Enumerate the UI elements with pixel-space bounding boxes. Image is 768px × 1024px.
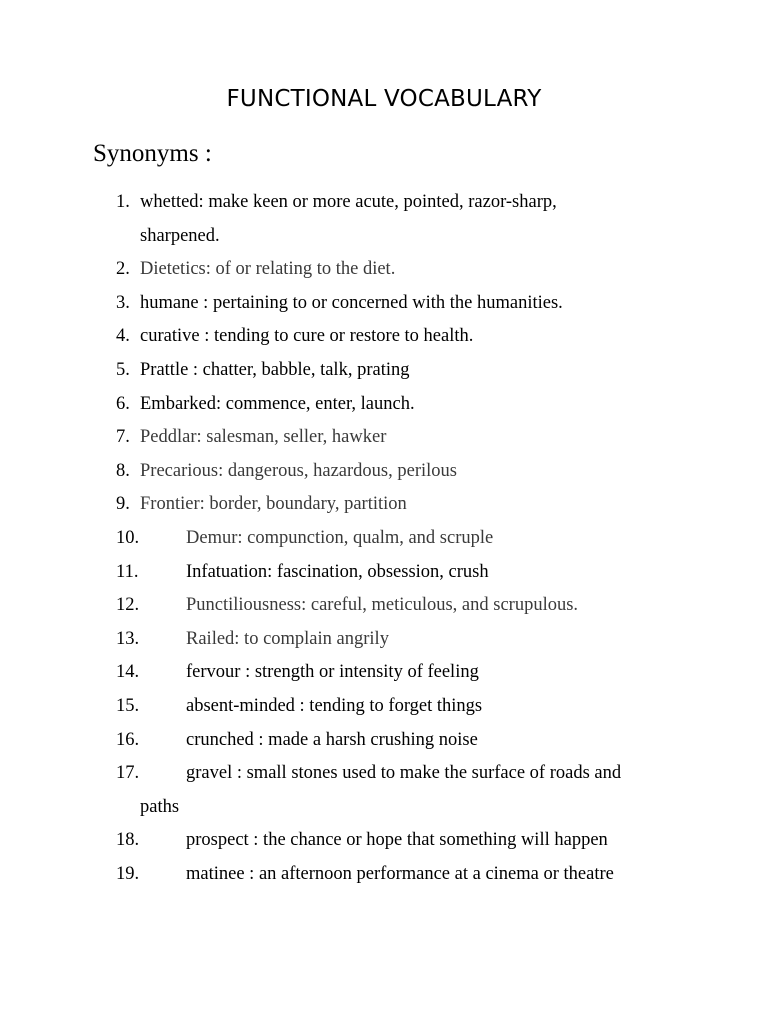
- item-text: Peddlar: salesman, seller, hawker: [140, 427, 387, 448]
- item-text: crunched : made a harsh crushing noise: [186, 729, 478, 750]
- item-number: 14.: [116, 662, 140, 683]
- item-text: Frontier: border, boundary, partition: [140, 494, 407, 515]
- item-text: Prattle : chatter, babble, talk, prating: [140, 359, 410, 380]
- item-text: curative : tending to cure or restore to health.: [140, 326, 474, 347]
- list-item: [0, 287, 768, 321]
- list-item: [0, 757, 768, 824]
- item-number: 19.: [116, 863, 140, 884]
- list-item: [0, 488, 768, 522]
- page-title: FUNCTIONAL VOCABULARY: [226, 86, 542, 112]
- item-text: gravel : small stones used to make the surface of roads and: [186, 763, 622, 784]
- item-text: absent-minded : tending to forget things: [186, 695, 483, 716]
- synonym-list: [0, 186, 768, 891]
- item-text: Infatuation: fascination, obsession, crush: [186, 561, 489, 582]
- item-text: prospect : the chance or hope that something will happen: [186, 830, 608, 851]
- item-number: 8.: [116, 460, 130, 481]
- list-item: [0, 388, 768, 422]
- item-number: 11.: [116, 561, 139, 582]
- item-text: Punctiliousness: careful, meticulous, and scrupulous.: [186, 595, 579, 616]
- item-number: 3.: [116, 292, 130, 313]
- list-item: [0, 522, 768, 556]
- list-item: [0, 724, 768, 758]
- list-item: [0, 824, 768, 858]
- section-heading: Synonyms :: [93, 140, 212, 167]
- item-text: fervour : strength or intensity of feeling: [186, 662, 479, 683]
- list-item: [0, 253, 768, 287]
- item-text: matinee : an afternoon performance at a cinema or theatre: [186, 863, 614, 884]
- item-text: humane : pertaining to or concerned with the humanities.: [140, 292, 563, 313]
- item-text-continuation: sharpened.: [140, 225, 220, 246]
- item-number: 6.: [116, 393, 130, 414]
- item-number: 5.: [116, 359, 130, 380]
- item-text: Precarious: dangerous, hazardous, perilous: [140, 460, 457, 481]
- item-number: 18.: [116, 830, 140, 851]
- item-text: Embarked: commence, enter, launch.: [140, 393, 415, 414]
- item-number: 15.: [116, 695, 140, 716]
- item-text: whetted: make keen or more acute, pointed, razor-sharp,: [140, 192, 557, 212]
- item-number: 4.: [116, 326, 130, 347]
- item-text: Demur: compunction, qualm, and scruple: [186, 527, 494, 548]
- list-item: [0, 354, 768, 388]
- item-text: Dietetics: of or relating to the diet.: [140, 259, 396, 280]
- item-text-continuation: paths: [140, 796, 180, 817]
- item-number: 12.: [116, 595, 140, 616]
- list-item: [0, 455, 768, 489]
- list-item: [0, 656, 768, 690]
- list-item: [0, 320, 768, 354]
- item-text: Railed: to complain angrily: [186, 628, 389, 649]
- item-number: 13.: [116, 628, 140, 649]
- item-number: 16.: [116, 729, 140, 750]
- item-number: 9.: [116, 494, 130, 515]
- item-number: 7.: [116, 427, 130, 448]
- list-item: [0, 556, 768, 590]
- list-item: [0, 858, 768, 892]
- item-number: 17.: [116, 763, 140, 784]
- list-item: [0, 186, 768, 253]
- list-item: [0, 589, 768, 623]
- item-number: 1.: [116, 192, 130, 212]
- list-item: [0, 421, 768, 455]
- list-item: [0, 623, 768, 657]
- list-item: [0, 690, 768, 724]
- item-number: 2.: [116, 259, 130, 280]
- item-number: 10.: [116, 527, 140, 548]
